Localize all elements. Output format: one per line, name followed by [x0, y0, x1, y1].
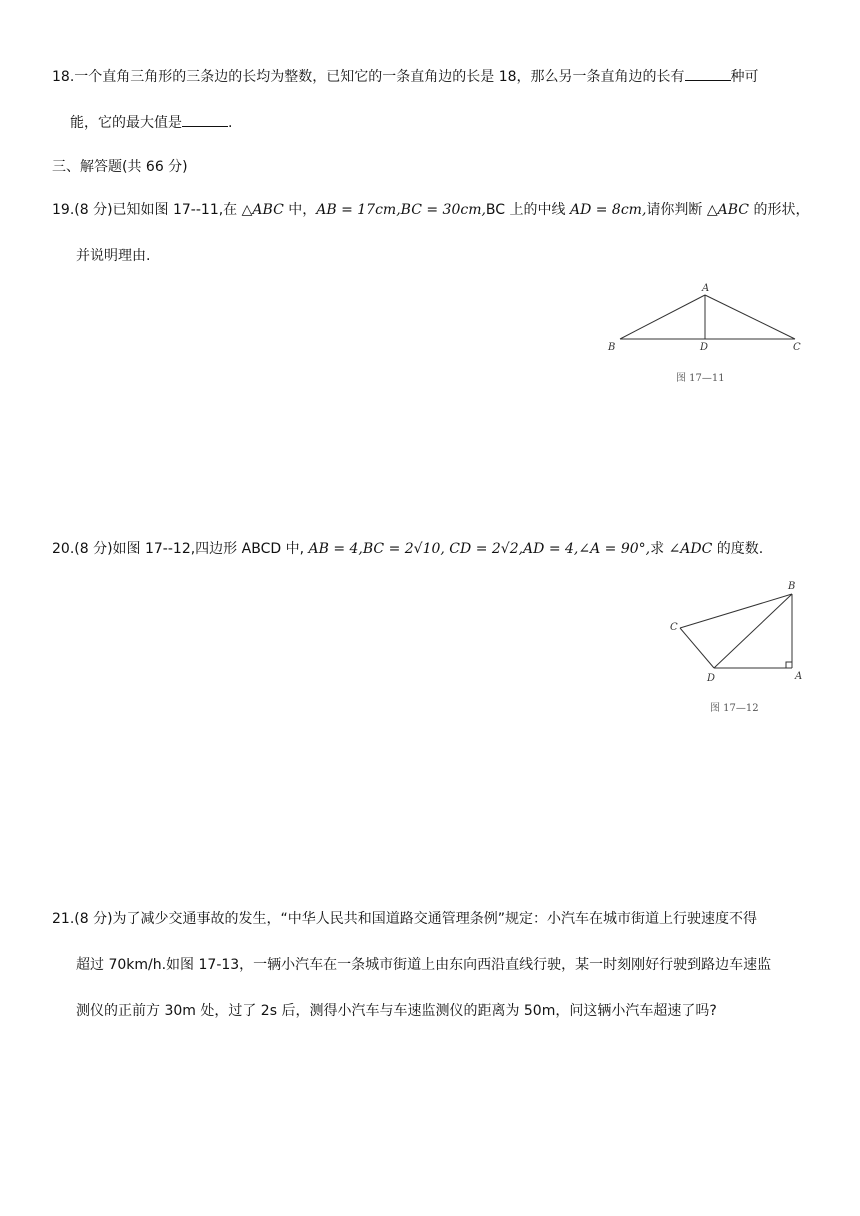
q21-line2: [76, 955, 771, 975]
q20-angle: ∠ADC: [668, 541, 713, 557]
q19-suffix: 的形状，: [749, 202, 810, 218]
label-b: B: [788, 581, 796, 592]
q19-line2-text: 并说明理由.: [76, 248, 151, 264]
label-a: A: [795, 671, 803, 682]
figure-17-12: [662, 578, 822, 718]
right-angle-mark: [786, 662, 792, 668]
segment-cb: [680, 594, 792, 628]
q20-conditions: AB = 4,BC = 2√10, CD = 2√2,AD = 4,∠A = 90°,: [308, 541, 651, 557]
label-c: C: [670, 622, 678, 633]
label-d: D: [707, 673, 716, 684]
q20-mid: 求: [650, 541, 669, 557]
figure-caption: 图 17—12: [710, 703, 759, 714]
q18-answer-blank-2[interactable]: [182, 112, 228, 127]
label-b: B: [608, 342, 616, 353]
q20-line1: [52, 539, 763, 559]
figure-caption: 图 17—11: [676, 373, 725, 384]
q21-line2-text: 超过 70km/h.如图 17-13，一辆小汽车在一条城市街道上由东向西沿直线行驶，某一时刻刚好行驶到路边车速监: [76, 957, 772, 973]
q19-prefix: 19.(8 分)已知如图 17--11,在: [52, 202, 242, 218]
label-d: D: [700, 342, 709, 353]
q20-prefix: 20.(8 分)如图 17--12,四边形 ABCD 中,: [52, 541, 309, 557]
label-c: C: [793, 342, 801, 353]
section-title-text: 三、解答题(共 66 分): [52, 159, 188, 175]
q19-ab-bc: AB = 17cm,BC = 30cm,: [316, 202, 486, 218]
q18-line2: [70, 112, 232, 133]
segment-ac: [705, 295, 795, 339]
segment-ab: [620, 295, 705, 339]
q19-triangle-2: △ABC: [706, 202, 750, 218]
q19-mid1: 中，: [283, 202, 317, 218]
q21-line3: [76, 1001, 717, 1021]
q20-suffix: 的度数.: [712, 541, 764, 557]
figure-17-11: [600, 280, 815, 390]
q19-ad: AD = 8cm,: [569, 202, 647, 218]
q18-answer-blank-1[interactable]: [685, 66, 731, 81]
q19-mid2: BC 上的中线: [485, 202, 570, 218]
section-title: [52, 157, 188, 177]
q18-text-4: .: [228, 115, 233, 131]
q18-line1: [52, 66, 759, 87]
q19-mid3: 请你判断: [646, 202, 707, 218]
segment-db: [714, 594, 792, 668]
q19-line2: [76, 246, 150, 266]
segment-cd: [680, 628, 714, 668]
q21-line1: [52, 909, 757, 929]
q19-line1: [52, 200, 809, 220]
q18-text-3: 能，它的最大值是: [70, 115, 182, 131]
q19-triangle-1: △ABC: [241, 202, 284, 218]
q21-line1-text: 21.(8 分)为了减少交通事故的发生，“中华人民共和国道路交通管理条例”规定：小汽车在城市街道上行驶速度不得: [52, 911, 758, 927]
q18-text-1: 18.一个直角三角形的三条边的长均为整数，已知它的一条直角边的长是 18，那么另一条直角边的长有: [52, 69, 685, 85]
label-a: A: [702, 283, 710, 294]
q21-line3-text: 测仪的正前方 30m 处，过了 2s 后，测得小汽车与车速监测仪的距离为 50m，问这辆小汽车超速了吗?: [76, 1003, 717, 1019]
q18-text-2: 种可: [730, 69, 759, 85]
